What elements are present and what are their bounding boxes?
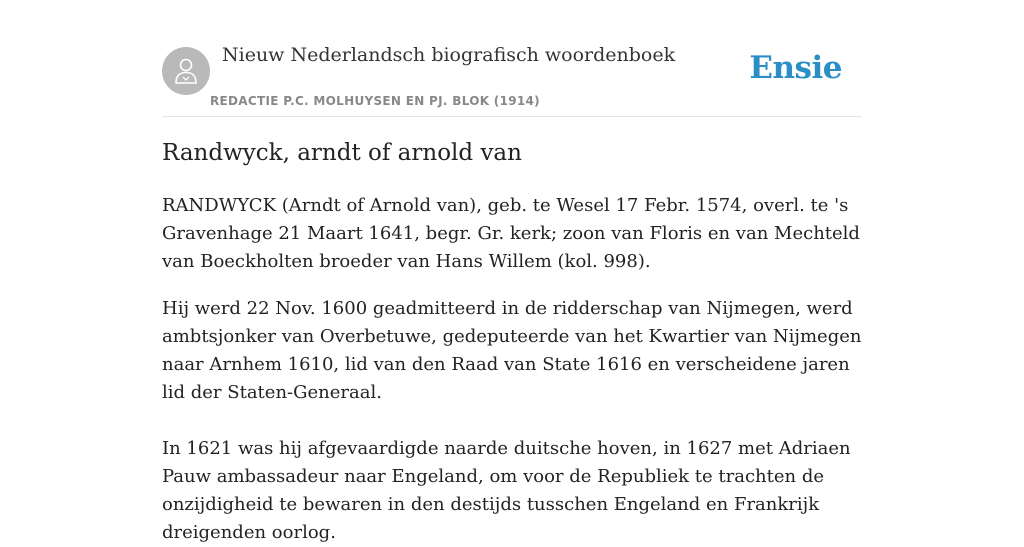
source-header — [162, 0, 862, 117]
paragraph: Hij werd 22 Nov. 1600 geadmitteerd in de ridderschap van Nijmegen, werd ambtsjonker van Overbetuwe, gedeputeerde van het Kwartier van Nijmegen naar Arnhem 1610, lid van den Raad van State 1616 en verscheidene jaren lid der Staten-Generaal. — [162, 298, 862, 403]
source-title[interactable]: Nieuw Nederlandsch biografisch woordenboek — [222, 44, 676, 66]
article-body — [162, 192, 862, 547]
user-icon — [174, 57, 198, 85]
paragraph: In 1621 was hij afgevaardigde naarde duitsche hoven, in 1627 met Adriaen Pauw ambassadeur naar Engeland, om voor de Republiek te trachten de onzijdigheid te bewaren in den destijds tusschen Engeland en Frankrijk dreigenden oorlog. — [162, 438, 851, 543]
source-subtitle: REDACTIE P.C. MOLHUYSEN EN PJ. BLOK (1914) — [210, 94, 540, 108]
article-title: Randwyck, arndt of arnold van — [162, 140, 522, 166]
ensie-logo[interactable]: Ensie — [749, 50, 842, 86]
paragraph: RANDWYCK (Arndt of Arnold van), geb. te Wesel 17 Febr. 1574, overl. te 's Gravenhage 21 Maart 1641, begr. Gr. kerk; zoon van Floris en van Mechteld van Boeckholten broeder van Hans Willem (kol. 998). — [162, 195, 860, 272]
avatar[interactable] — [162, 47, 210, 95]
